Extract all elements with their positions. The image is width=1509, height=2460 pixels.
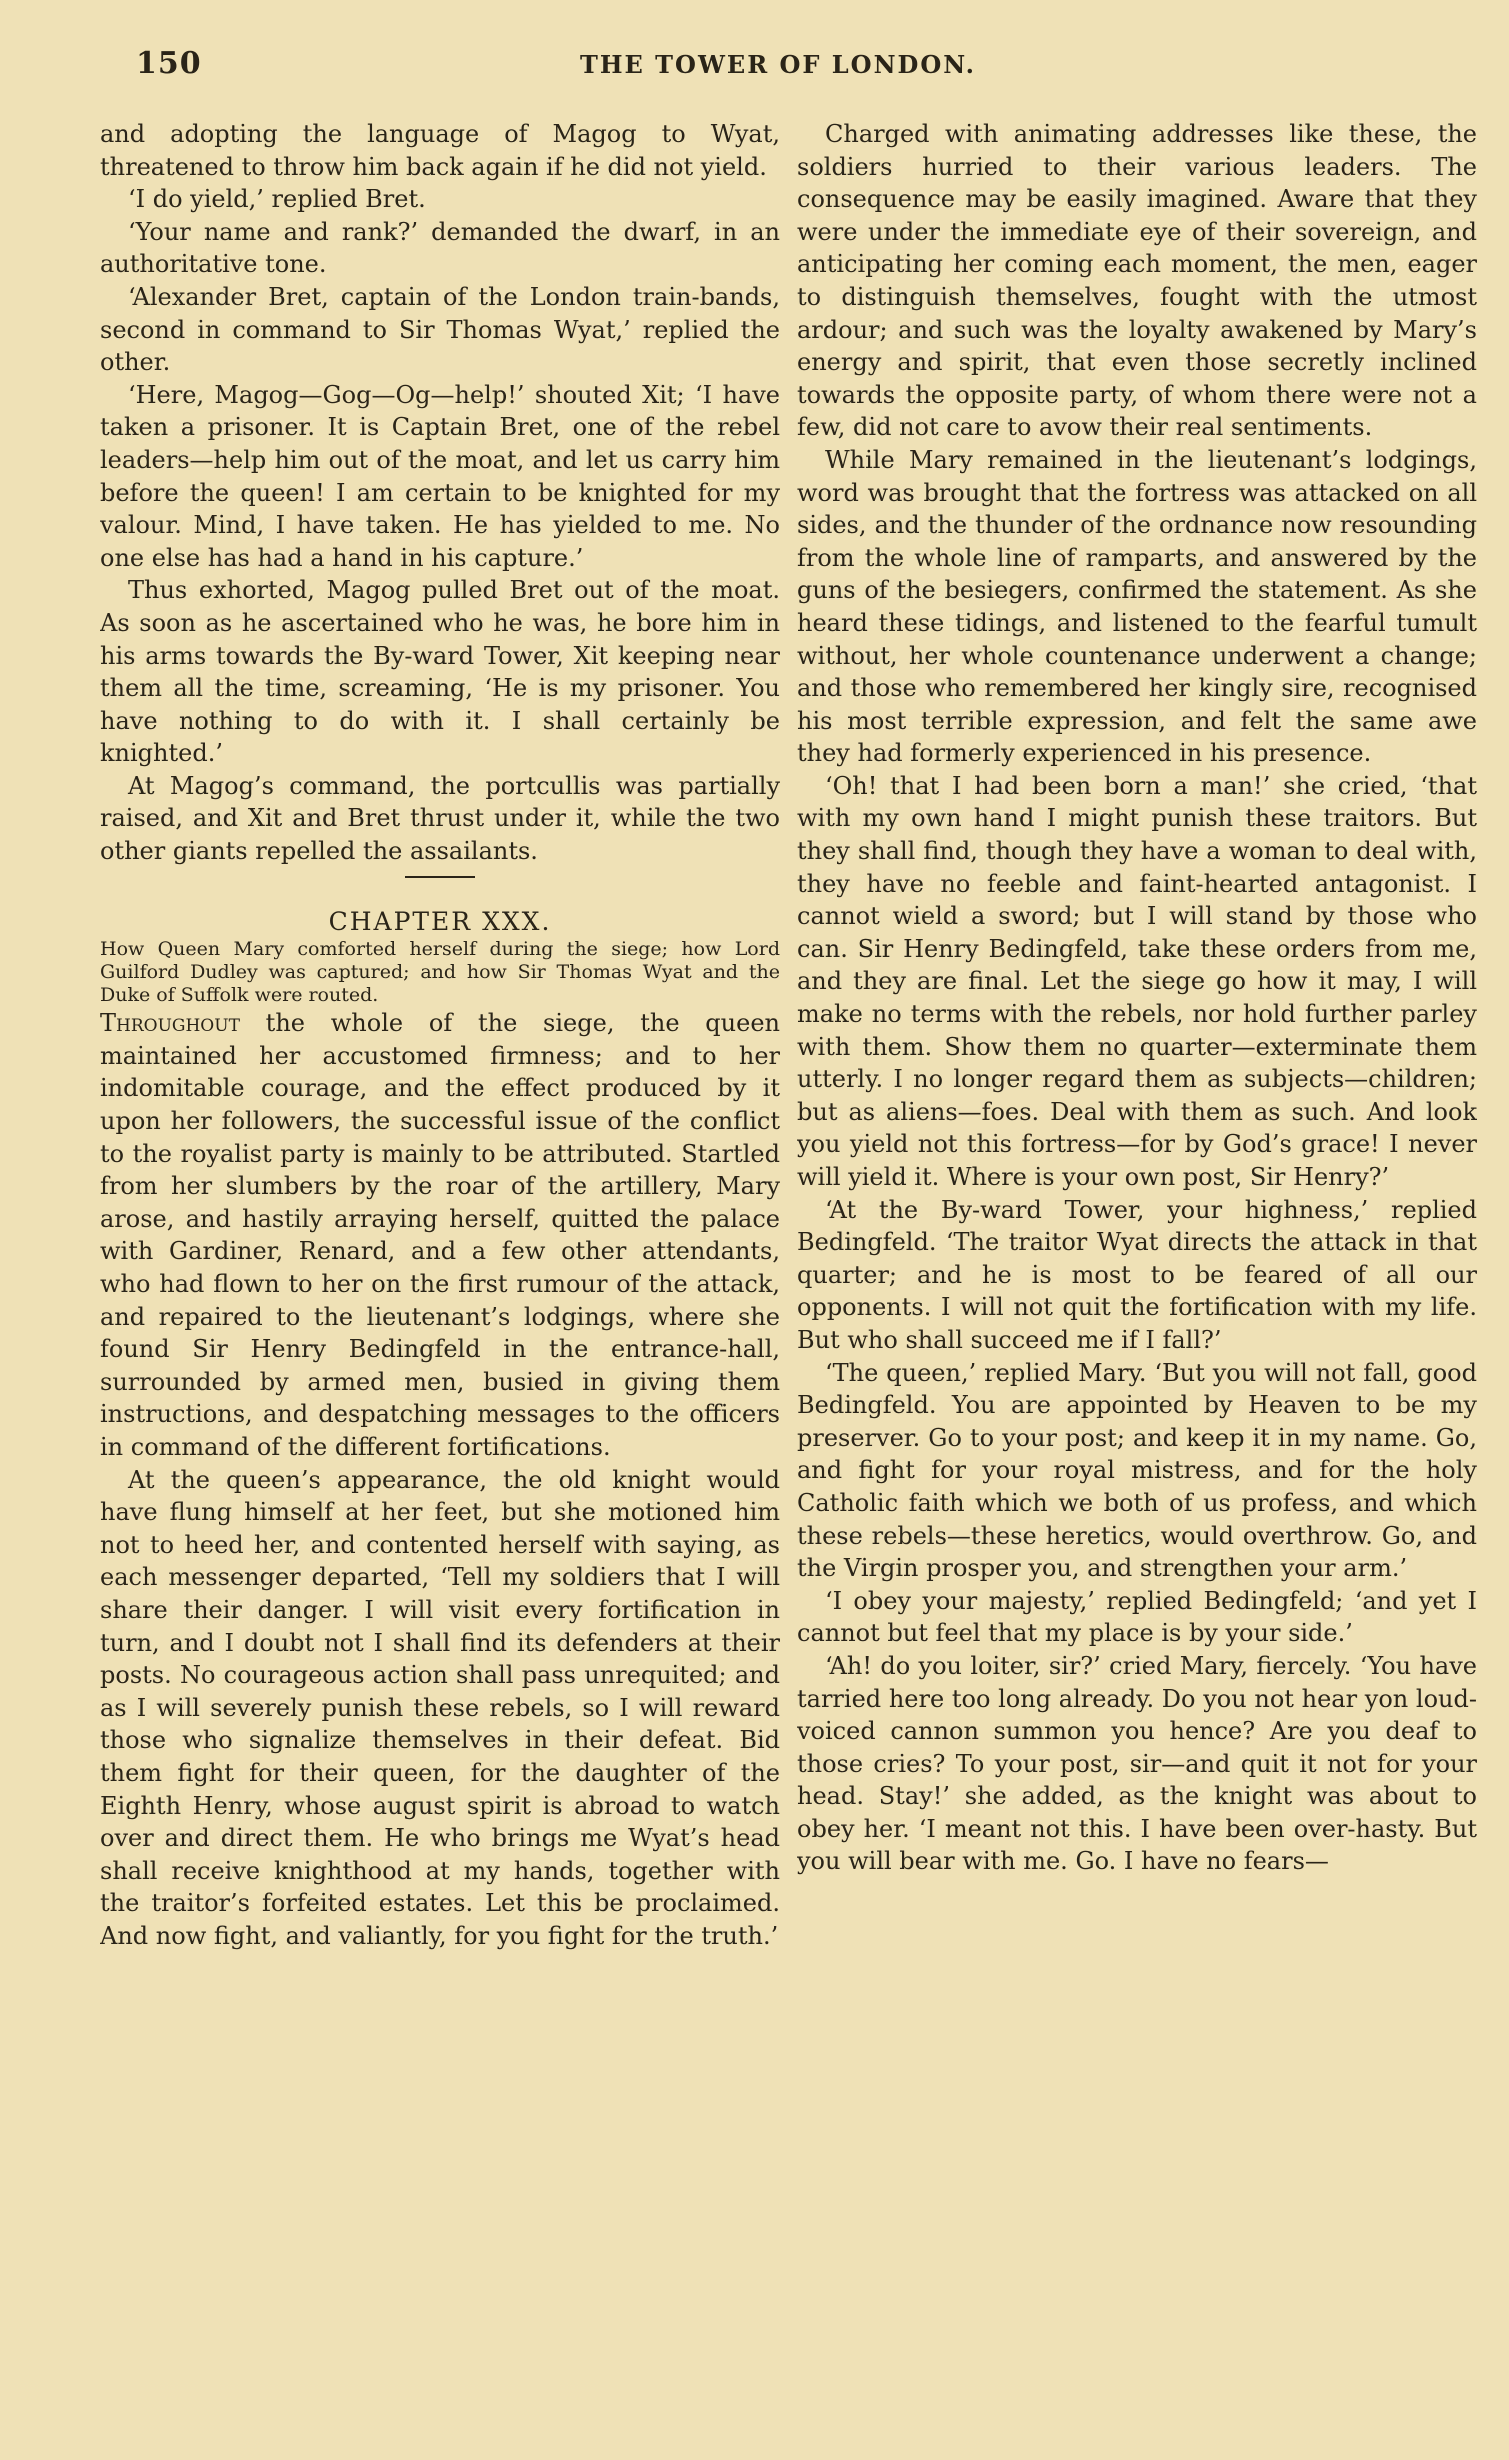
section-divider xyxy=(405,876,475,878)
chapter-title: CHAPTER XXX. xyxy=(328,906,552,936)
paragraph: Charged with animating addresses like these, the soldiers hurried to their various leaders. The consequence may be easily imagined. Aware that they were under the immediate eye of their sovereign, and anticipating her coming each moment, the men, eager to distinguish themselves, fought with the utmost ardour; and such was the loyalty awakened by Mary’s energy and spirit, that even those secretly inclined towards the opposite party, of whom there were not a few, did not care to avow their real sentiments. xyxy=(797,120,1477,442)
paragraph: At the queen’s appearance, the old knight would have flung himself at her feet, but she motioned him not to heed her, and contented herself with saying, as each messenger departed, ‘Tell my soldiers that I will share their danger. I will visit every fortification in turn, and I doubt not I shall find its defenders at their posts. No courageous action shall pass unrequited; and as I will severely punish these rebels, so I will reward those who signalize themselves in their defeat. Bid them fight for their queen, for the daughter of the Eighth Henry, whose august spirit is abroad to watch over and direct them. He who brings me Wyat’s head shall receive knighthood at my hands, together with the traitor’s forfeited estates. Let this be proclaimed. And now fight, and valiantly, for you fight for the truth.’ xyxy=(100,1465,780,1950)
running-title: THE TOWER OF LONDON. xyxy=(580,50,976,79)
paragraph: and adopting the language of Magog to Wyat, threatened to throw him back again if he did not yield. xyxy=(100,120,780,181)
right-column xyxy=(797,118,1477,2438)
left-column xyxy=(100,118,780,2438)
opening-text: the whole of the siege, the queen maintained her accustomed firmness; and to her indomitable courage, and the effect produced by it upon her followers, the successful issue of the conflict to the royalist party is mainly to be attributed. Startled from her slumbers by the roar of the artillery, Mary arose, and hastily arraying herself, quitted the palace with Gardiner, Renard, and a few other attendants, who had flown to her on the first rumour of the attack, and repaired to the lieutenant’s lodgings, where she found Sir Henry Bedingfeld in the entrance-hall, surrounded by armed men, busied in giving them instructions, and despatching messages to the officers in command of the different fortifications. xyxy=(100,1009,780,1461)
paragraph: While Mary remained in the lieutenant’s lodgings, word was brought that the fortress was attacked on all sides, and the thunder of the ordnance now resounding from the whole line of ramparts, and answered by the guns of the besiegers, confirmed the statement. As she heard these tidings, and listened to the fearful tumult without, her whole countenance underwent a change; and those who remembered her kingly sire, recognised his most terrible expression, and felt the same awe they had formerly experienced in his presence. xyxy=(797,445,1477,768)
paragraph: At Magog’s command, the portcullis was partially raised, and Xit and Bret thrust under it, while the two other giants repelled the assailants. xyxy=(100,771,780,866)
paragraph: ‘Ah! do you loiter, sir?’ cried Mary, fiercely. ‘You have tarried here too long already. Do you not hear yon loud-voiced cannon summon you hence? Are you deaf to those cries? To your post, sir—and quit it not for your head. Stay!’ she added, as the knight was about to obey her. ‘I meant not this. I have been over-hasty. But you will bear with me. Go. I have no fears— xyxy=(797,1651,1477,1876)
paragraph: ‘Your name and rank?’ demanded the dwarf, in an authoritative tone. xyxy=(100,217,780,279)
opening-word: Throughout xyxy=(100,1009,240,1038)
paragraph: ‘Here, Magog—Gog—Og—help!’ shouted Xit; ‘I have taken a prisoner. It is Captain Bret, one of the rebel leaders—help him out of the moat, and let us carry him before the queen! I am certain to be knighted for my valour. Mind, I have taken. He has yielded to me. No one else has had a hand in his capture.’ xyxy=(100,380,780,572)
paragraph: ‘I do yield,’ replied Bret. xyxy=(128,185,426,214)
paragraph: ‘The queen,’ replied Mary. ‘But you will not fall, good Bedingfeld. You are appointed by Heaven to be my preserver. Go to your post; and keep it in my name. Go, and fight for your royal mistress, and for the holy Catholic faith which we both of us profess, and which these rebels—these heretics, would overthrow. Go, and the Virgin prosper you, and strengthen your arm.’ xyxy=(797,1358,1477,1583)
page-number: 150 xyxy=(136,46,202,81)
chapter-opening-paragraph xyxy=(100,1007,780,1463)
paragraph: Thus exhorted, Magog pulled Bret out of the moat. As soon as he ascertained who he was, he bore him in his arms towards the By-ward Tower, Xit keeping near them all the time, screaming, ‘He is my prisoner. You have nothing to do with it. I shall certainly be knighted.’ xyxy=(100,576,780,768)
paragraph: ‘Oh! that I had been born a man!’ she cried, ‘that with my own hand I might punish these traitors. But they shall find, though they have a woman to deal with, they have no feeble and faint-hearted antagonist. I cannot wield a sword; but I will stand by those who can. Sir Henry Bedingfeld, take these orders from me, and they are final. Let the siege go how it may, I will make no terms with the rebels, nor hold further parley with them. Show them no quarter—exterminate them utterly. I no longer regard them as subjects—children; but as aliens—foes. Deal with them as such. And look you yield not this fortress—for by God’s grace! I never will yield it. Where is your own post, Sir Henry?’ xyxy=(797,771,1477,1191)
paragraph: ‘At the By-ward Tower, your highness,’ replied Bedingfeld. ‘The traitor Wyat directs the attack in that quarter; and he is most to be feared of all our opponents. I will not quit the fortification with my life. But who shall succeed me if I fall?’ xyxy=(797,1195,1477,1354)
paragraph: ‘I obey your majesty,’ replied Bedingfeld; ‘and yet I cannot but feel that my place is by your side.’ xyxy=(797,1586,1477,1648)
page-header xyxy=(90,46,1449,86)
chapter-summary: How Queen Mary comforted herself during the siege; how Lord Guilford Dudley was captured; and how Sir Thomas Wyat and the Duke of Suffolk were routed. xyxy=(100,938,780,1007)
paragraph: ‘Alexander Bret, captain of the London train-bands, second in command to Sir Thomas Wyat,’ replied the other. xyxy=(100,282,780,377)
